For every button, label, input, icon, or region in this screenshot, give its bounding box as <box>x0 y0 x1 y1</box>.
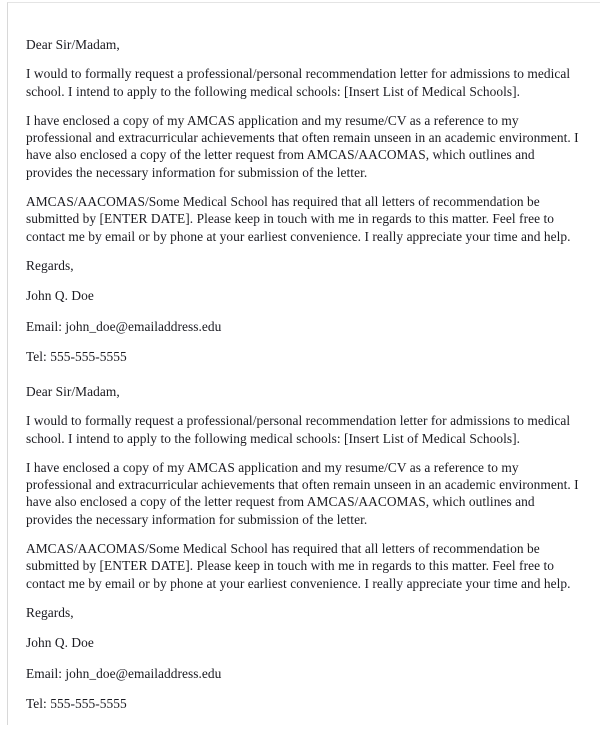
salutation: Dear Sir/Madam, <box>26 37 120 52</box>
salutation: Dear Sir/Madam, <box>26 384 120 399</box>
contact-email: Email: john_doe@emailaddress.edu <box>26 318 222 334</box>
signer-name: John Q. Doe <box>26 288 94 304</box>
signer-name: John Q. Doe <box>26 635 94 651</box>
body-paragraph-1: I would to formally request a professional/personal recommendation letter for admissions to medical school. I intend to apply to the following medical schools: [Insert List of Medical Schools]. <box>26 66 571 99</box>
contact-tel: Tel: 555-555-5555 <box>26 348 127 364</box>
body-paragraph-1: I would to formally request a professional/personal recommendation letter for admissions to medical school. I intend to apply to the following medical schools: [Insert List of Medical Schools]. <box>26 413 571 446</box>
document-page <box>7 2 600 725</box>
letter-block-2 <box>26 383 582 712</box>
body-paragraph-3: AMCAS/AACOMAS/Some Medical School has required that all letters of recommendation be submitted by [ENTER DATE]. Please keep in touch with me in regards to this matter. Feel free to contact me by email or by phone at your earliest convenience. I really appreciate your time and help. <box>26 194 571 244</box>
closing-salutation: Regards, <box>26 257 74 273</box>
letter-block-1 <box>26 36 582 365</box>
body-paragraph-2: I have enclosed a copy of my AMCAS application and my resume/CV as a reference to my professional and extracurricular achievements that often remain unseen in an academic environment. I have also enclosed a copy of the letter request from AMCAS/AACOMAS, which outlines and provides the necessary information for submission of the letter. <box>26 459 579 527</box>
body-paragraph-3: AMCAS/AACOMAS/Some Medical School has required that all letters of recommendation be submitted by [ENTER DATE]. Please keep in touch with me in regards to this matter. Feel free to contact me by email or by phone at your earliest convenience. I really appreciate your time and help. <box>26 541 571 591</box>
closing-salutation: Regards, <box>26 604 74 620</box>
body-paragraph-2: I have enclosed a copy of my AMCAS application and my resume/CV as a reference to my professional and extracurricular achievements that often remain unseen in an academic environment. I have also enclosed a copy of the letter request from AMCAS/AACOMAS, which outlines and provides the necessary information for submission of the letter. <box>26 112 579 180</box>
contact-email: Email: john_doe@emailaddress.edu <box>26 665 222 681</box>
contact-tel: Tel: 555-555-5555 <box>26 695 127 711</box>
